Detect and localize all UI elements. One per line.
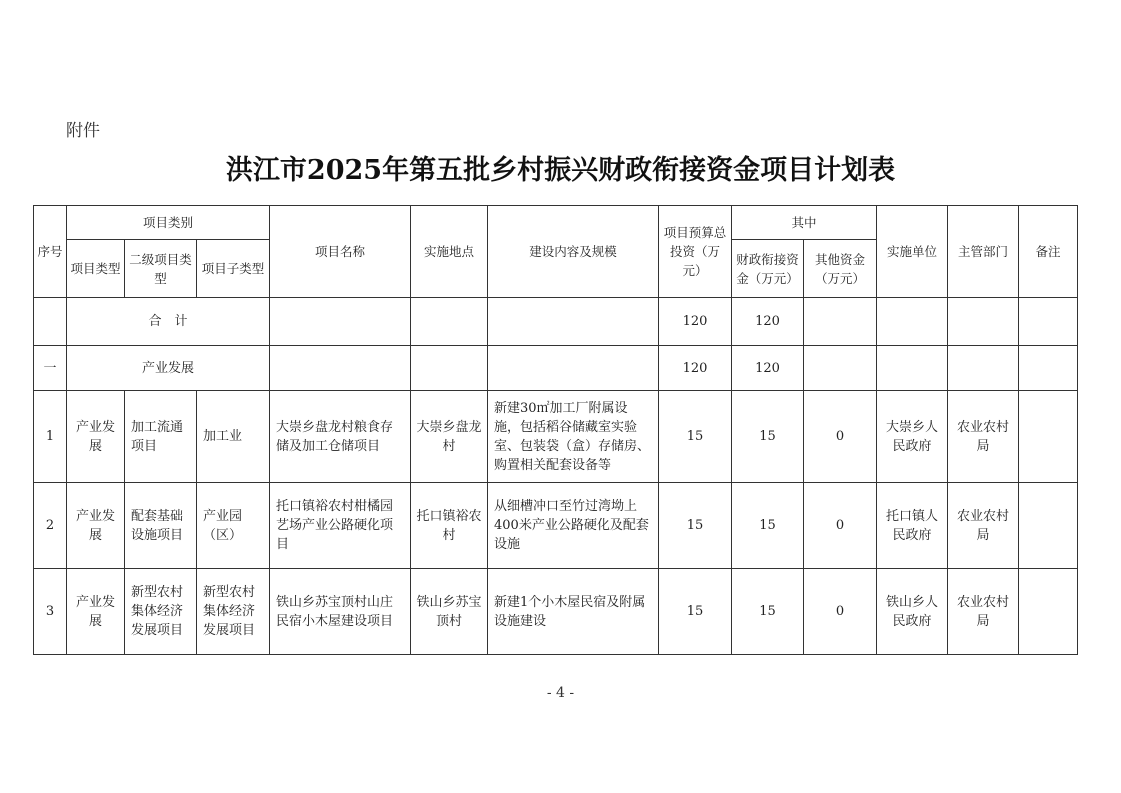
row-content: 新建1个小木屋民宿及附属设施建设 (488, 569, 659, 655)
section-seq: 一 (34, 346, 67, 391)
table-row (34, 391, 1078, 483)
section-name (270, 346, 411, 391)
page-number: - 4 - (546, 685, 575, 701)
header-fiscal: 财政衔接资金（万元） (732, 240, 804, 298)
row-seq: 1 (34, 391, 67, 483)
row-type: 产业发展 (67, 483, 125, 569)
header-of-which: 其中 (732, 206, 877, 240)
total-location (411, 298, 488, 346)
row-dept: 农业农村局 (948, 569, 1019, 655)
header-name: 项目名称 (270, 206, 411, 298)
row-fiscal: 15 (732, 569, 804, 655)
row-name: 铁山乡苏宝顶村山庄民宿小木屋建设项目 (270, 569, 411, 655)
total-unit (877, 298, 948, 346)
row-secondary-type: 新型农村集体经济发展项目 (125, 569, 197, 655)
row-unit: 托口镇人民政府 (877, 483, 948, 569)
row-unit: 大崇乡人民政府 (877, 391, 948, 483)
section-label: 产业发展 (67, 346, 270, 391)
row-secondary-type: 配套基础设施项目 (125, 483, 197, 569)
total-label: 合 计 (67, 298, 270, 346)
header-type: 项目类型 (67, 240, 125, 298)
row-name: 托口镇裕农村柑橘园艺场产业公路硬化项目 (270, 483, 411, 569)
header-sub-type: 项目子类型 (197, 240, 270, 298)
row-other: 0 (804, 483, 877, 569)
section-row (34, 346, 1078, 391)
row-fiscal: 15 (732, 391, 804, 483)
row-location: 托口镇裕农村 (411, 483, 488, 569)
row-type: 产业发展 (67, 569, 125, 655)
row-dept: 农业农村局 (948, 391, 1019, 483)
row-sub-type: 产业园（区） (197, 483, 270, 569)
row-location: 大崇乡盘龙村 (411, 391, 488, 483)
row-type: 产业发展 (67, 391, 125, 483)
row-seq: 3 (34, 569, 67, 655)
total-fiscal: 120 (732, 298, 804, 346)
total-name (270, 298, 411, 346)
section-unit (877, 346, 948, 391)
header-secondary-type: 二级项目类型 (125, 240, 197, 298)
header-dept: 主管部门 (948, 206, 1019, 298)
header-row-1 (34, 206, 1078, 240)
total-budget: 120 (659, 298, 732, 346)
row-sub-type: 新型农村集体经济发展项目 (197, 569, 270, 655)
row-remarks (1019, 483, 1078, 569)
header-budget: 项目预算总投资（万元） (659, 206, 732, 298)
section-location (411, 346, 488, 391)
row-location: 铁山乡苏宝顶村 (411, 569, 488, 655)
project-plan-table (33, 205, 1078, 655)
section-dept (948, 346, 1019, 391)
table-row (34, 569, 1078, 655)
section-content (488, 346, 659, 391)
attachment-label: 附件 (66, 121, 100, 141)
row-remarks (1019, 569, 1078, 655)
header-unit: 实施单位 (877, 206, 948, 298)
row-budget: 15 (659, 391, 732, 483)
section-other (804, 346, 877, 391)
row-budget: 15 (659, 483, 732, 569)
total-remarks (1019, 298, 1078, 346)
row-content: 新建30㎡加工厂附属设施，包括稻谷储藏室实验室、包装袋（盒）存储房、购置相关配套设备等 (488, 391, 659, 483)
project-plan-table-container (33, 205, 1078, 655)
row-sub-type: 加工业 (197, 391, 270, 483)
header-seq: 序号 (34, 206, 67, 298)
row-other: 0 (804, 391, 877, 483)
row-remarks (1019, 391, 1078, 483)
row-seq: 2 (34, 483, 67, 569)
row-secondary-type: 加工流通项目 (125, 391, 197, 483)
row-content: 从细槽冲口至竹过湾坳上400米产业公路硬化及配套设施 (488, 483, 659, 569)
header-location: 实施地点 (411, 206, 488, 298)
section-remarks (1019, 346, 1078, 391)
total-other (804, 298, 877, 346)
row-dept: 农业农村局 (948, 483, 1019, 569)
header-remarks: 备注 (1019, 206, 1078, 298)
section-budget: 120 (659, 346, 732, 391)
header-other: 其他资金（万元） (804, 240, 877, 298)
document-title: 洪江市2025年第五批乡村振兴财政衔接资金项目计划表 (225, 155, 896, 186)
total-seq (34, 298, 67, 346)
row-unit: 铁山乡人民政府 (877, 569, 948, 655)
row-name: 大崇乡盘龙村粮食存储及加工仓储项目 (270, 391, 411, 483)
total-row (34, 298, 1078, 346)
section-fiscal: 120 (732, 346, 804, 391)
row-other: 0 (804, 569, 877, 655)
header-category-group: 项目类别 (67, 206, 270, 240)
row-budget: 15 (659, 569, 732, 655)
total-content (488, 298, 659, 346)
table-row (34, 483, 1078, 569)
total-dept (948, 298, 1019, 346)
header-content: 建设内容及规模 (488, 206, 659, 298)
row-fiscal: 15 (732, 483, 804, 569)
